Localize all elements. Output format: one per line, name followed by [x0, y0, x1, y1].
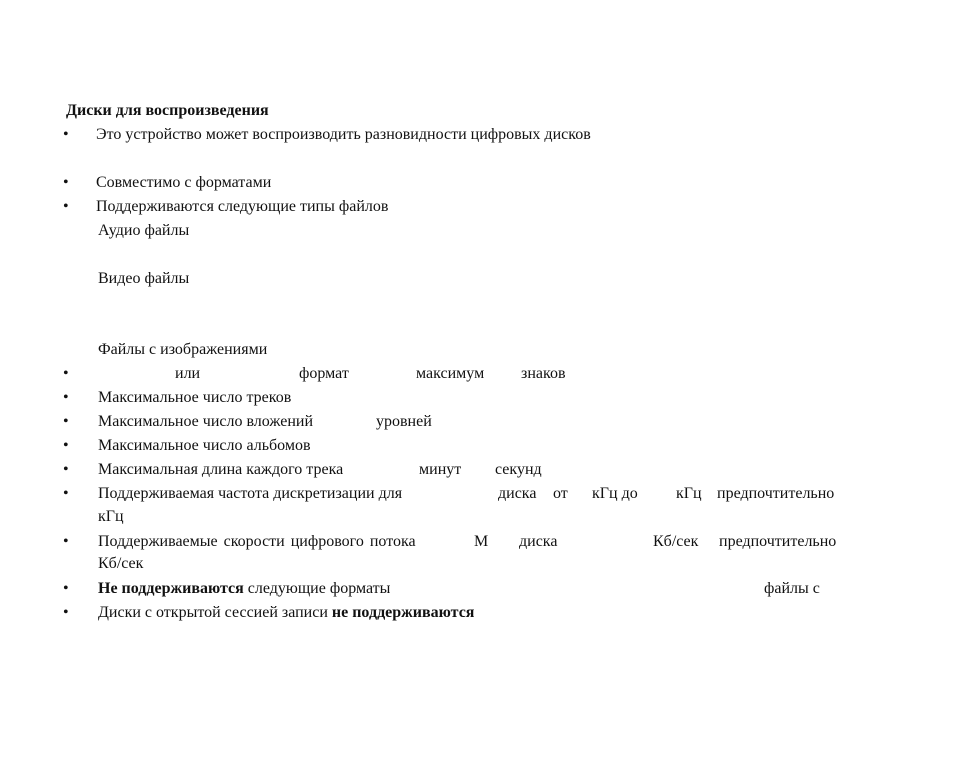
- max-nesting-levels-text: уровней: [376, 413, 432, 430]
- bitrate-kbps-wrap-text: Кб/сек: [98, 555, 144, 572]
- audio-files-label: Аудио файлы: [98, 222, 190, 239]
- format-or-text: или: [175, 365, 201, 382]
- max-albums-text: Максимальное число альбомов: [98, 437, 311, 454]
- bullet: •: [63, 485, 69, 502]
- open-session-text: Диски с открытой сессией записи: [98, 604, 328, 621]
- bullet: •: [63, 174, 69, 191]
- sample-rate-khz-wrap-text: кГц: [98, 508, 124, 525]
- bitrate-m-text: М: [474, 533, 489, 550]
- open-session-line: [98, 604, 474, 622]
- bullet: •: [63, 413, 69, 430]
- bitrate-preferred-text: предпочтительно: [719, 533, 837, 550]
- unsupported-files-with-text: файлы с: [764, 580, 820, 597]
- format-maximum-text: максимум: [416, 365, 485, 382]
- unsupported-formats-line: [98, 580, 390, 598]
- image-files-label: Файлы с изображениями: [98, 341, 268, 358]
- max-length-minutes-text: минут: [419, 461, 462, 478]
- bullet: •: [63, 389, 69, 406]
- sample-rate-text: Поддерживаемая частота дискретизации для: [98, 485, 403, 502]
- bullet: •: [63, 437, 69, 454]
- bullet: •: [63, 461, 69, 478]
- device-plays-discs-text: Это устройство может воспроизводить разновидности цифровых дисков: [96, 126, 591, 143]
- max-nesting-text: Максимальное число вложений: [98, 413, 314, 430]
- format-text: формат: [299, 365, 349, 382]
- bitrate-text: Поддерживаемые скорости цифрового потока: [98, 533, 416, 550]
- sample-rate-disc-text: диска: [498, 485, 537, 502]
- section-heading: Диски для воспроизведения: [66, 102, 269, 119]
- unsupported-rest-text: следующие форматы: [247, 580, 391, 597]
- bitrate-kbps-text: Кб/сек: [653, 533, 699, 550]
- bullet: •: [63, 580, 69, 597]
- sample-rate-preferred-text: предпочтительно: [717, 485, 835, 502]
- max-tracks-text: Максимальное число треков: [98, 389, 292, 406]
- bullet: •: [63, 126, 69, 143]
- max-length-text: Максимальная длина каждого трека: [98, 461, 344, 478]
- max-length-seconds-text: секунд: [495, 461, 542, 478]
- bullet: •: [63, 604, 69, 621]
- bullet: •: [63, 365, 69, 382]
- sample-rate-khz-to-text: кГц до: [592, 485, 638, 502]
- sample-rate-khz-text: кГц: [676, 485, 702, 502]
- format-chars-text: знаков: [521, 365, 566, 382]
- video-files-label: Видео файлы: [98, 270, 190, 287]
- bullet: •: [63, 533, 69, 550]
- supported-file-types-text: Поддерживаются следующие типы файлов: [96, 198, 389, 215]
- unsupported-bold-text: Не поддерживаются: [98, 580, 244, 597]
- bullet: •: [63, 198, 69, 215]
- sample-rate-from-text: от: [553, 485, 568, 502]
- bitrate-disc-text: диска: [519, 533, 558, 550]
- open-session-bold-text: не поддерживаются: [331, 604, 475, 621]
- compatible-formats-text: Совместимо с форматами: [96, 174, 272, 191]
